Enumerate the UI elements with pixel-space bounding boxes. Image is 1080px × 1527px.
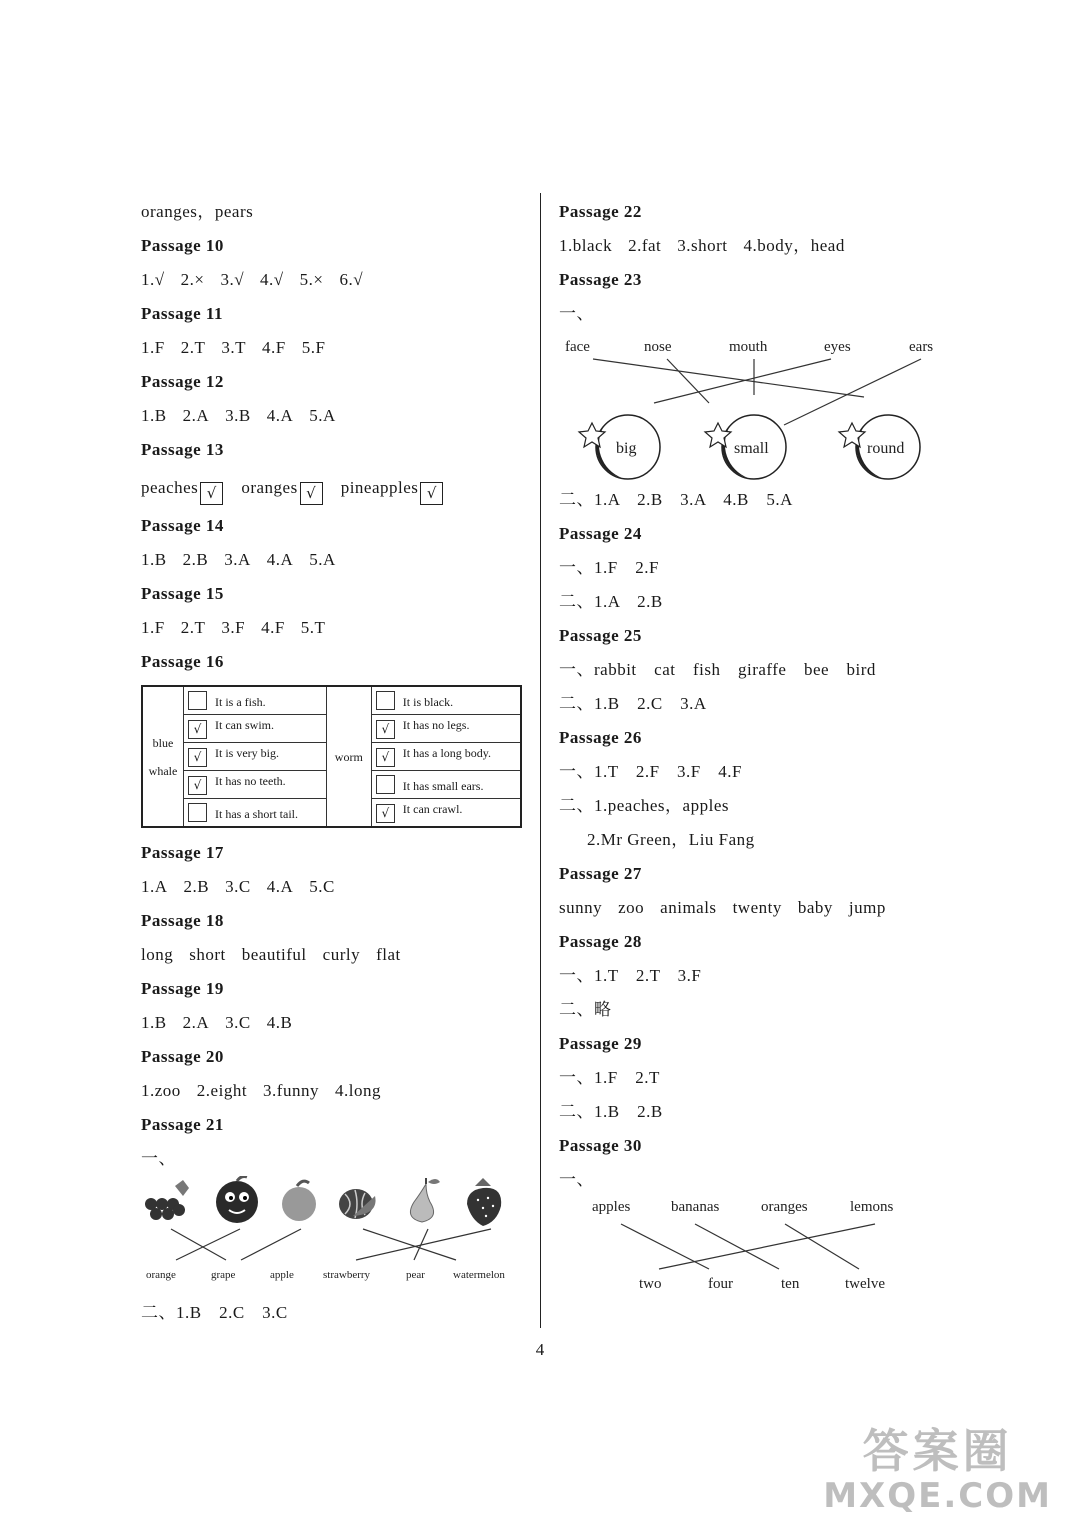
answer-line: 1.F 2.T 3.F 4.F 5.T [141,618,326,637]
answer-line: oranges，pears [141,202,254,221]
passage-heading: Passage 28 [559,932,642,951]
passage-heading: Passage 25 [559,626,642,645]
face-matching-diagram [559,331,959,483]
grape-icon [145,1180,189,1220]
answer-line: 一、1.F 2.F [559,558,659,577]
fruit-label: grape [211,1269,236,1281]
animal-cell: worm [326,686,371,827]
passage-heading: Passage 26 [559,728,642,747]
feature-label: face [565,339,590,355]
passage-heading: Passage 20 [141,1047,224,1066]
answer-line: 1.B 2.A 3.C 4.B [141,1013,293,1032]
check-box [376,775,395,794]
section-label: 一、 [559,304,594,323]
answer-line: 1.B 2.A 3.B 4.A 5.A [141,406,336,425]
section-label: 一、 [559,1170,594,1189]
passage-heading: Passage 16 [141,652,224,671]
check-box [188,803,207,822]
matching-lines [171,1229,491,1260]
answer-line: 一、rabbit cat fish giraffe bee bird [559,660,876,679]
fruit-label: apple [270,1269,294,1281]
answer-line: 1.B 2.B 3.A 4.A 5.A [141,550,336,569]
check-box [188,691,207,710]
fruit-label: pear [406,1269,425,1281]
check-box: √ [188,720,207,739]
passage-heading: Passage 15 [141,584,224,603]
matching-lines [621,1224,875,1269]
passage-heading: Passage 12 [141,372,224,391]
feature-label: eyes [824,339,851,355]
check-box: √ [200,482,223,505]
shape-label: round [867,440,905,457]
passage-heading: Passage 10 [141,236,224,255]
page-number: 4 [535,1340,545,1359]
check-box: √ [300,482,323,505]
answer-line: 1.zoo 2.eight 3.funny 4.long [141,1081,381,1100]
column-divider [540,193,541,1328]
statement-cell: √ It is very big. [184,743,327,771]
statement-cell: √ It has no teeth. [184,771,327,799]
passage16-table [141,685,522,828]
answer-line: 二、1.B 2.C 3.A [559,694,707,713]
check-box: √ [376,804,395,823]
answer-line: 二、1.A 2.B [559,592,663,611]
fruit-label: apples [592,1199,631,1215]
statement-cell: It has a short tail. [184,799,327,828]
left-column [141,195,526,1330]
statement-cell: It has small ears. [371,771,521,799]
fruit-label: strawberry [323,1269,371,1281]
answer-line: 2.Mr Green，Liu Fang [587,830,755,849]
statement-cell: √ It can swim. [184,715,327,743]
feature-labels [565,339,933,355]
apple-icon [216,1177,258,1224]
answer-line: 二、1.peaches，apples [559,796,729,815]
passage-heading: Passage 19 [141,979,224,998]
number-label: ten [781,1276,800,1292]
answer-line: 二、1.B 2.B [559,1102,663,1121]
fruit-label: watermelon [453,1269,505,1281]
passage-heading: Passage 22 [559,202,642,221]
answer-line: sunny zoo animals twenty baby jump [559,898,886,917]
passage-heading: Passage 24 [559,524,642,543]
answer-line: 1.A 2.B 3.C 4.A 5.C [141,877,335,896]
number-labels [639,1276,885,1292]
feature-label: nose [644,339,672,355]
right-column [559,195,959,1297]
number-label: four [708,1276,733,1292]
check-box [376,691,395,710]
fruit-matching-diagram [141,1176,526,1296]
passage-heading: Passage 23 [559,270,642,289]
watermark-logo: 答案圈 MXQE.COM [823,1424,1052,1516]
fruit-label: oranges [761,1199,808,1215]
answer-line: 1.F 2.T 3.T 4.F 5.F [141,338,326,357]
passage-heading: Passage 21 [141,1115,224,1134]
passage-heading: Passage 17 [141,843,224,862]
passage-heading: Passage 11 [141,304,223,323]
answer-line: 一、1.T 2.T 3.F [559,966,702,985]
number-label: two [639,1276,662,1292]
fruit-label: bananas [671,1199,720,1215]
section-label: 一、 [141,1149,176,1168]
fruit-labels [146,1269,505,1281]
statement-cell: √ It has a long body. [371,743,521,771]
answer-line: long short beautiful curly flat [141,945,401,964]
answer-line: 1.black 2.fat 3.short 4.body，head [559,236,845,255]
statement-cell: It is a fish. [184,686,327,715]
strawberry-icon [467,1178,501,1226]
passage-heading: Passage 14 [141,516,224,535]
passage-heading: Passage 29 [559,1034,642,1053]
check-box: √ [376,748,395,767]
statement-cell: It is black. [371,686,521,715]
passage-heading: Passage 27 [559,864,642,883]
check-box: √ [188,748,207,767]
statement-cell: √ It has no legs. [371,715,521,743]
fruit-label: orange [146,1269,176,1281]
feature-label: mouth [729,339,768,355]
pear-icon [410,1178,440,1222]
answer-line: 二、1.B 2.C 3.C [141,1303,288,1322]
fruit-labels [592,1199,893,1215]
shape-label: small [734,440,769,457]
statement-cell: √ It can crawl. [371,799,521,828]
passage-heading: Passage 18 [141,911,224,930]
answer-line: peaches √ oranges √ pineapples √ [141,467,526,509]
answer-line: 一、1.T 2.F 3.F 4.F [559,762,742,781]
table-row [142,686,521,715]
passage-heading: Passage 30 [559,1136,642,1155]
answer-line: 二、略 [559,1000,612,1019]
answer-line: 1.√ 2.× 3.√ 4.√ 5.× 6.√ [141,270,364,289]
number-matching-diagram [559,1197,959,1297]
check-box: √ [188,776,207,795]
answer-line: 二、1.A 2.B 3.A 4.B 5.A [559,490,793,509]
answer-line: 一、1.F 2.T [559,1068,660,1087]
orange-icon [282,1181,316,1221]
passage-heading: Passage 13 [141,440,224,459]
feature-label: ears [909,339,934,355]
shape-label: big [616,440,637,457]
check-box: √ [376,720,395,739]
check-box: √ [420,482,443,505]
animal-cell: blue whale [142,686,184,827]
number-label: twelve [845,1276,885,1292]
fruit-label: lemons [850,1199,894,1215]
watermelon-icon [339,1189,376,1219]
